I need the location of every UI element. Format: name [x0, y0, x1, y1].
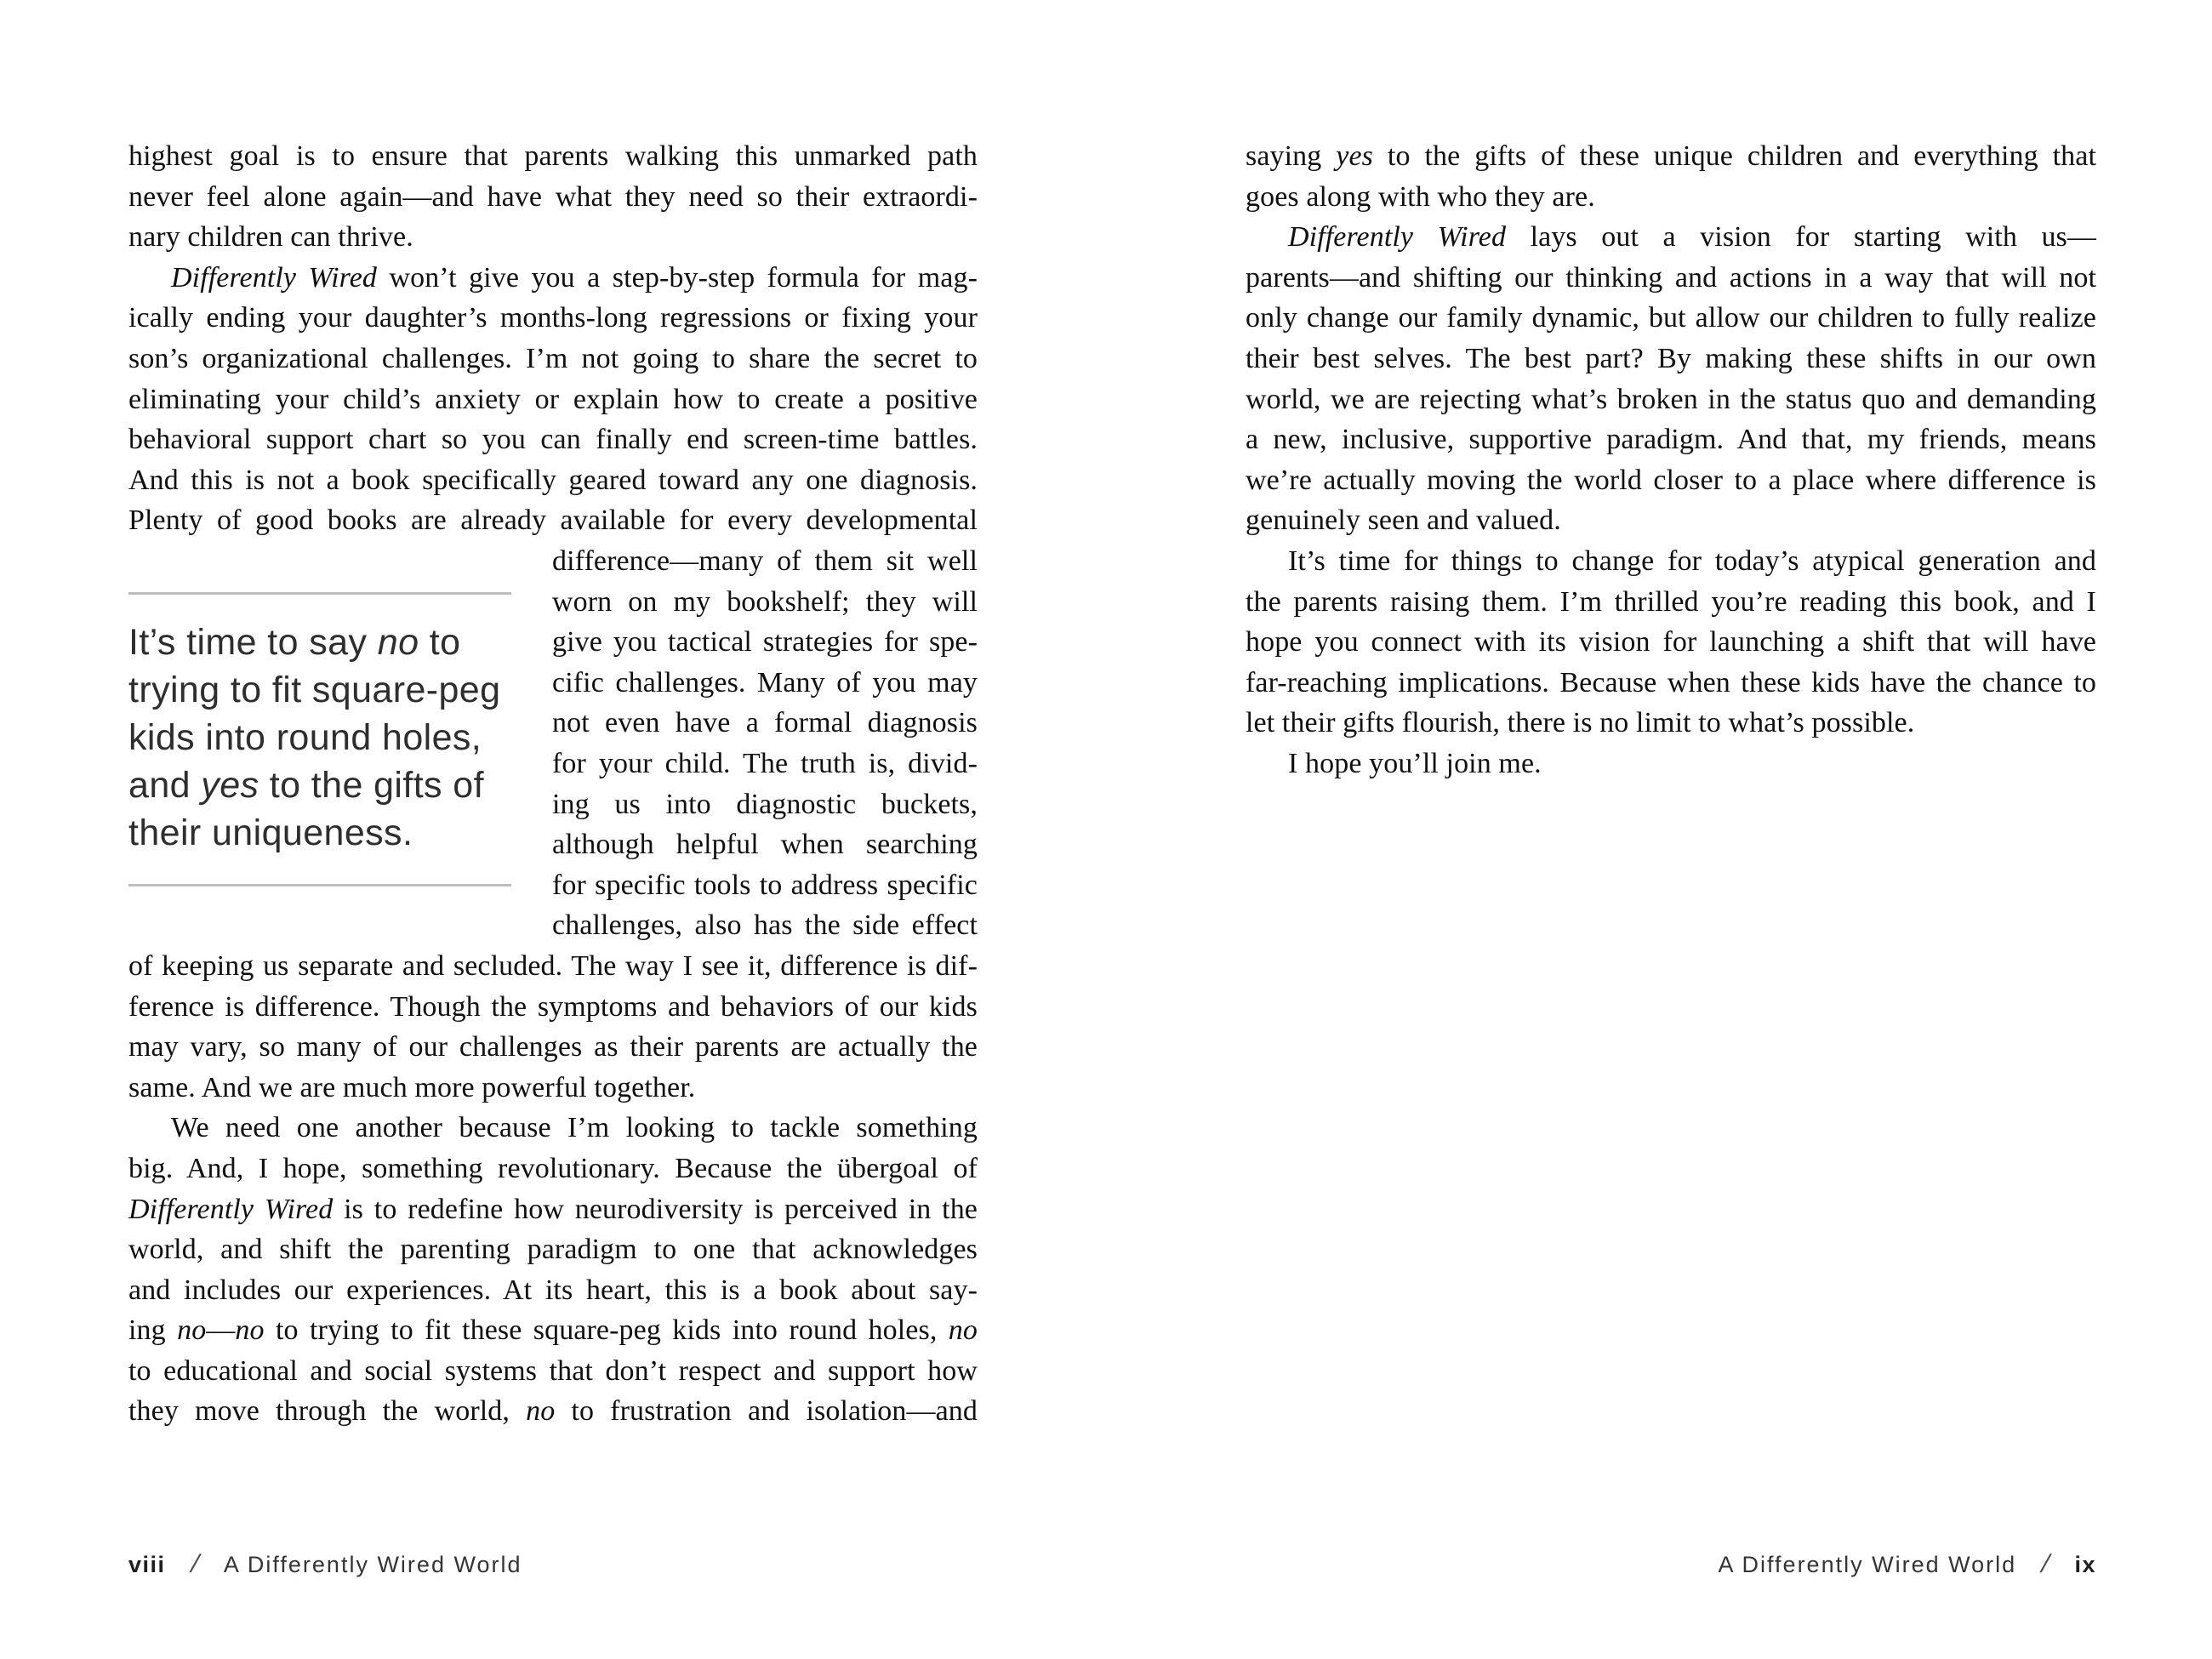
body-text-line: world, and shift the parenting paradigm to one that acknowledges [128, 1234, 978, 1266]
left-page-bottom-paragraphs [128, 946, 978, 1432]
chapter-title: A Differently Wired World [223, 1552, 522, 1577]
pull-quote-column [128, 541, 552, 946]
body-text-line: may vary, so many of our challenges as their parents are actually the [128, 1031, 978, 1063]
body-text-line: ference is difference. Though the symptoms and behaviors of our kids [128, 990, 978, 1023]
chapter-title: A Differently Wired World [1718, 1552, 2017, 1577]
body-text-line: the parents raising them. I’m thrilled you’re reading this book, and I [1246, 585, 2096, 618]
body-text-line: Differently Wired won’t give you a step-by-step formula for mag- [171, 261, 978, 294]
body-text-line: big. And, I hope, something revolutionary. Because the übergoal of [128, 1152, 978, 1184]
pull-quote-line: their uniqueness. [128, 812, 413, 853]
pull-quote-line: kids into round holes, [128, 716, 482, 758]
body-text-line: of keeping us separate and secluded. The way I see it, difference is dif- [128, 949, 978, 982]
right-page [1246, 136, 2096, 784]
body-text-line: let their gifts flourish, there is no limit to what’s possible. [1246, 707, 1915, 739]
body-text-line: ing us into diagnostic buckets, [552, 788, 978, 820]
body-text-line: we’re actually moving the world closer to a place where difference is [1246, 464, 2096, 496]
body-text-line: world, we are rejecting what’s broken in the status quo and demanding [1246, 383, 2096, 415]
body-text-line: And this is not a book specifically geared toward any one diagnosis. [128, 464, 978, 496]
body-text-line: Differently Wired is to redefine how neurodiversity is perceived in the [128, 1193, 978, 1225]
body-text-line: genuinely seen and valued. [1246, 505, 1561, 537]
footer-separator-slash: / [2038, 1550, 2054, 1578]
body-text-line: for your child. The truth is, divid- [552, 747, 978, 779]
body-text-line: same. And we are much more powerful together. [128, 1071, 696, 1103]
body-text-line: eliminating your child’s anxiety or explain how to create a positive [128, 383, 978, 415]
left-page-number: viii [128, 1552, 166, 1577]
body-text-line: far-reaching implications. Because when these kids have the chance to [1246, 666, 2096, 698]
left-page-top-paragraphs [128, 136, 978, 541]
body-text-line: nary children can thrive. [128, 221, 413, 254]
pull-quote-wrap-section [128, 541, 978, 946]
pull-quote-line: It’s time to say no to [128, 621, 461, 663]
body-text-line: a new, inclusive, supportive paradigm. And that, my friends, means [1246, 424, 2096, 456]
footer-separator-slash: / [186, 1550, 202, 1578]
body-text-line: not even have a formal diagnosis [552, 707, 978, 739]
body-text-line: difference—many of them sit well [552, 544, 978, 577]
body-text-line: although helpful when searching [552, 829, 978, 861]
right-page-number: ix [2074, 1552, 2096, 1577]
body-text-line: ically ending your daughter’s months-long regressions or fixing your [128, 302, 978, 334]
body-text-line: give you tactical strategies for spe- [552, 626, 978, 658]
body-text-line: Plenty of good books are already available for every developmental [128, 505, 978, 537]
body-text-line: worn on my bookshelf; they will [552, 585, 978, 618]
right-page-footer [1719, 1550, 2096, 1579]
body-text-line: hope you connect with its vision for launching a shift that will have [1246, 626, 2096, 658]
body-text-line: behavioral support chart so you can finally end screen-time battles. [128, 424, 978, 456]
pull-quote-line: trying to fit square-peg [128, 669, 501, 710]
body-text-line: challenges, also has the side effect [552, 909, 978, 942]
body-text-line: ing no—no to trying to fit these square-peg kids into round holes, no [128, 1314, 978, 1347]
body-text-line: for specific tools to address specific [552, 869, 978, 901]
body-text-line: never feel alone again—and have what they need so their extraordi- [128, 180, 978, 213]
body-text-line: they move through the world, no to frustration and isolation—and [128, 1395, 978, 1428]
body-text-line: We need one another because I’m looking to tackle something [171, 1112, 978, 1144]
body-text-line: highest goal is to ensure that parents walking this unmarked path [128, 140, 978, 172]
pull-quote-line: and yes to the gifts of [128, 764, 484, 806]
body-text-line: saying yes to the gifts of these unique children and everything that [1246, 140, 2096, 172]
left-page-footer [128, 1550, 522, 1579]
pull-quote [128, 592, 511, 887]
body-text-line: only change our family dynamic, but allow our children to fully realize [1246, 302, 2096, 334]
pull-quote-bottom-rule [128, 884, 511, 887]
body-text-line: Differently Wired lays out a vision for starting with us— [1288, 221, 2096, 254]
body-text-line: cific challenges. Many of you may [552, 666, 978, 698]
left-page [128, 136, 978, 1432]
body-text-line: their best selves. The best part? By making these shifts in our own [1246, 342, 2096, 374]
body-text-line: and includes our experiences. At its heart, this is a book about say- [128, 1274, 978, 1306]
right-page-paragraphs [1246, 136, 2096, 784]
body-text-line: I hope you’ll join me. [1288, 747, 1542, 779]
body-text-line: son’s organizational challenges. I’m not going to share the secret to [128, 342, 978, 374]
pull-quote-text [128, 595, 511, 884]
wrapped-text-column [552, 541, 978, 946]
body-text-line: It’s time for things to change for today’s atypical generation and [1288, 544, 2096, 577]
body-text-line: goes along with who they are. [1246, 180, 1595, 213]
body-text-line: parents—and shifting our thinking and actions in a way that will not [1246, 261, 2096, 294]
body-text-line: to educational and social systems that don’t respect and support how [128, 1354, 978, 1387]
